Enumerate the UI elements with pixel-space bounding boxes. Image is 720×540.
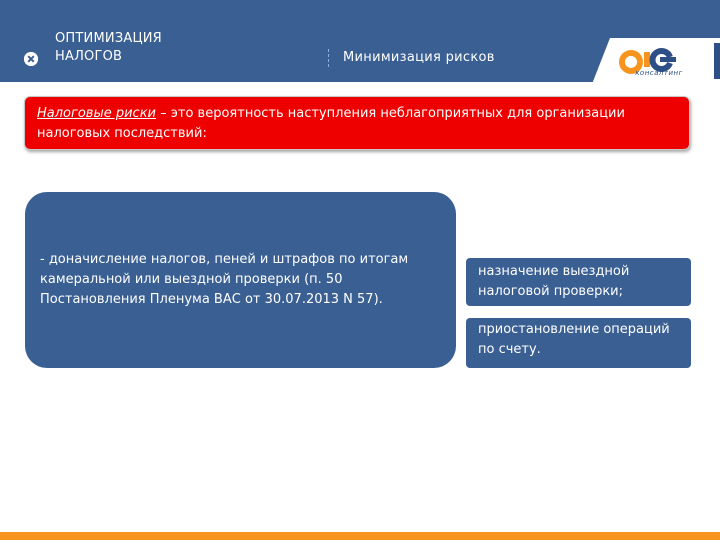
definition-term: Налоговые риски (37, 106, 156, 121)
page-title-line2: НАЛОГОВ (55, 49, 123, 64)
side-item-field-audit: назначение выездной налоговой проверки; (466, 258, 691, 306)
page-title (55, 30, 255, 66)
cross-circle-icon (24, 52, 38, 66)
header-divider (328, 49, 330, 67)
main-risk-text: - доначисление налогов, пеней и штрафов по итогам камеральной или выездной проверки (п. 50 Постановления Пленума ВАС от 30.07.2013 N 57). (40, 252, 409, 307)
logo-panel (592, 38, 720, 84)
definition-box (24, 96, 690, 150)
definition-text: – это вероятность наступления неблагоприятных для организации налоговых последствий: (37, 106, 625, 141)
logo-caption: консалтинг (635, 69, 683, 77)
side-item-vat-refusal: отказ в возмещении НДС; (478, 222, 656, 237)
footer-bar (0, 532, 720, 540)
section-subtitle: Минимизация рисков (343, 50, 495, 65)
side-item-account-suspension: приостановление операций по счету. (466, 318, 691, 368)
company-logo (592, 38, 720, 84)
page-title-line1: ОПТИМИЗАЦИЯ (55, 31, 162, 46)
